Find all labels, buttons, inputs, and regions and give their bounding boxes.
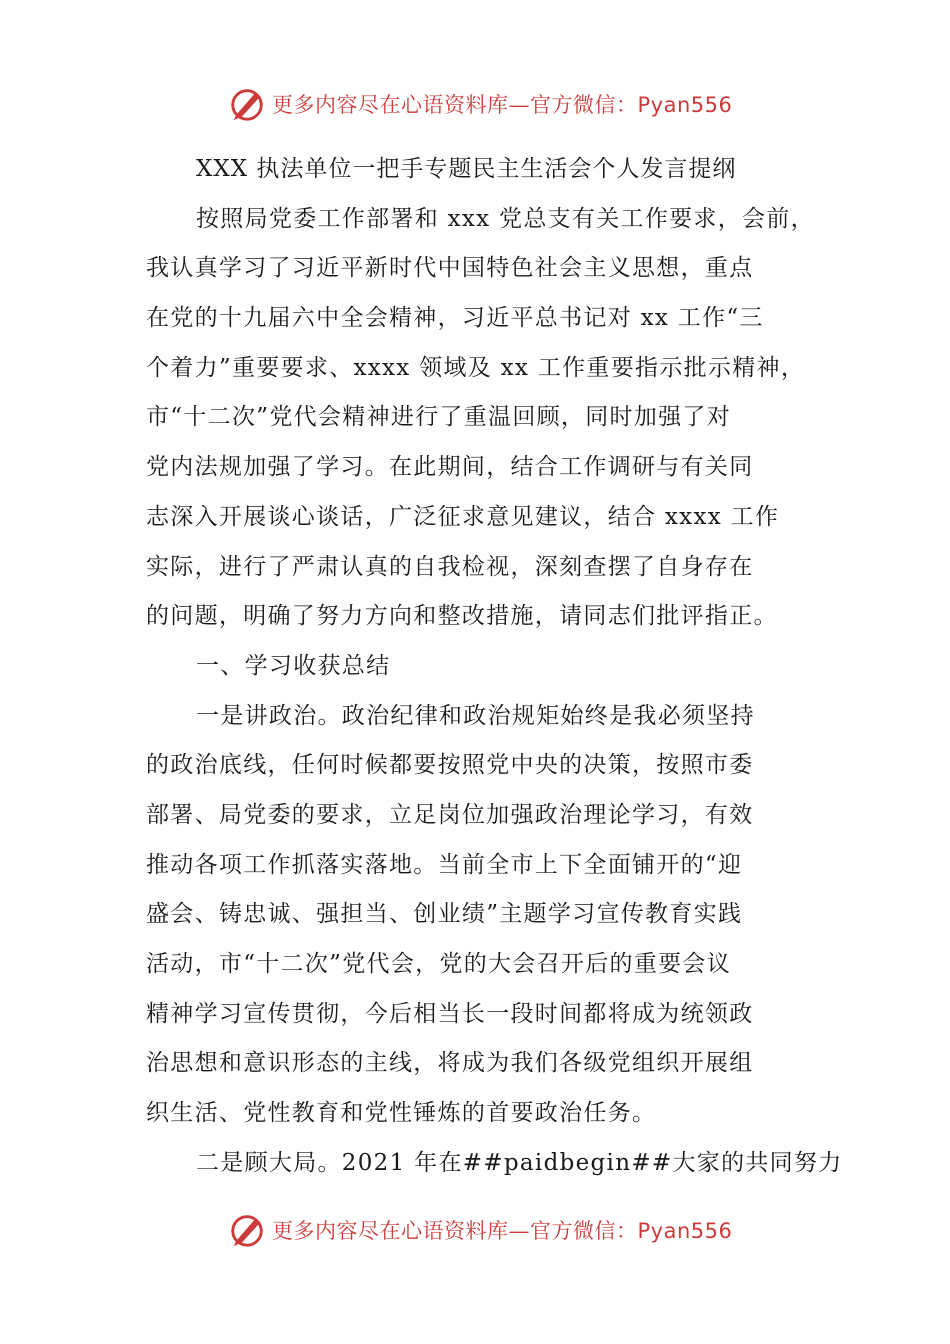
banner-text	[272, 89, 732, 119]
text-line: 志深入开展谈心谈话，广泛征求意见建议，结合 xxxx 工作	[146, 503, 780, 530]
banner-dash: —	[508, 93, 530, 117]
text-line: 精神学习宣传贯彻，今后相当长一段时间都将成为统领政	[146, 1000, 754, 1027]
text-line: 推动各项工作抓落实落地。当前全市上下全面铺开的“迎	[146, 851, 743, 878]
document-body	[146, 145, 843, 1188]
banner-dash: —	[508, 1219, 530, 1243]
pen-logo-icon	[228, 1211, 266, 1249]
text-line: 治思想和意识形态的主线，将成为我们各级党组织开展组	[146, 1050, 754, 1077]
text-line: 一是讲政治。政治纪律和政治规矩始终是我必须坚持	[196, 702, 755, 729]
banner-wechat: 官方微信：Pyan556	[530, 1219, 733, 1243]
text-line: 市“十二次”党代会精神进行了重温回顾，同时加强了对	[146, 404, 732, 431]
text-line: 活动，市“十二次”党代会，党的大会召开后的重要会议	[146, 951, 732, 977]
pen-logo-icon	[228, 85, 266, 123]
document-title: XXX 执法单位一把手专题民主生活会个人发言提纲	[196, 156, 737, 182]
text-line: 实际，进行了严肃认真的自我检视，深刻查摆了自身存在	[146, 553, 754, 580]
footer-banner	[228, 1208, 732, 1252]
text-line: 二是顾大局。2021 年在##paidbegin##大家的共同努力	[196, 1149, 843, 1176]
text-line: 按照局党委工作部署和 xxx 党总支有关工作要求，会前，	[196, 205, 815, 232]
text-line: 部署、局党委的要求，立足岗位加强政治理论学习，有效	[146, 801, 754, 828]
text-line: 党内法规加强了学习。在此期间，结合工作调研与有关同	[146, 454, 754, 481]
text-line: 织生活、党性教育和党性锤炼的首要政治任务。	[146, 1100, 657, 1127]
paragraph-lines	[146, 195, 843, 1189]
text-line: 的政治底线，任何时候都要按照党中央的决策，按照市委	[146, 752, 754, 779]
banner-main: 更多内容尽在心语资料库	[272, 1219, 509, 1243]
text-line: 一、学习收获总结	[196, 652, 391, 679]
banner-text	[272, 1215, 732, 1245]
text-line: 我认真学习了习近平新时代中国特色社会主义思想，重点	[146, 255, 754, 282]
text-line: 个着力”重要要求、xxxx 领域及 xx 工作重要指示批示精神，	[146, 354, 806, 381]
banner-wechat: 官方微信：Pyan556	[530, 93, 733, 117]
text-line: 在党的十九届六中全会精神，习近平总书记对 xx 工作“三	[146, 305, 764, 332]
header-banner	[228, 82, 732, 126]
text-line: 的问题，明确了努力方向和整改措施，请同志们批评指正。	[146, 603, 778, 630]
banner-main: 更多内容尽在心语资料库	[272, 93, 509, 117]
text-line: 盛会、铸忠诚、强担当、创业绩”主题学习宣传教育实践	[146, 901, 743, 928]
